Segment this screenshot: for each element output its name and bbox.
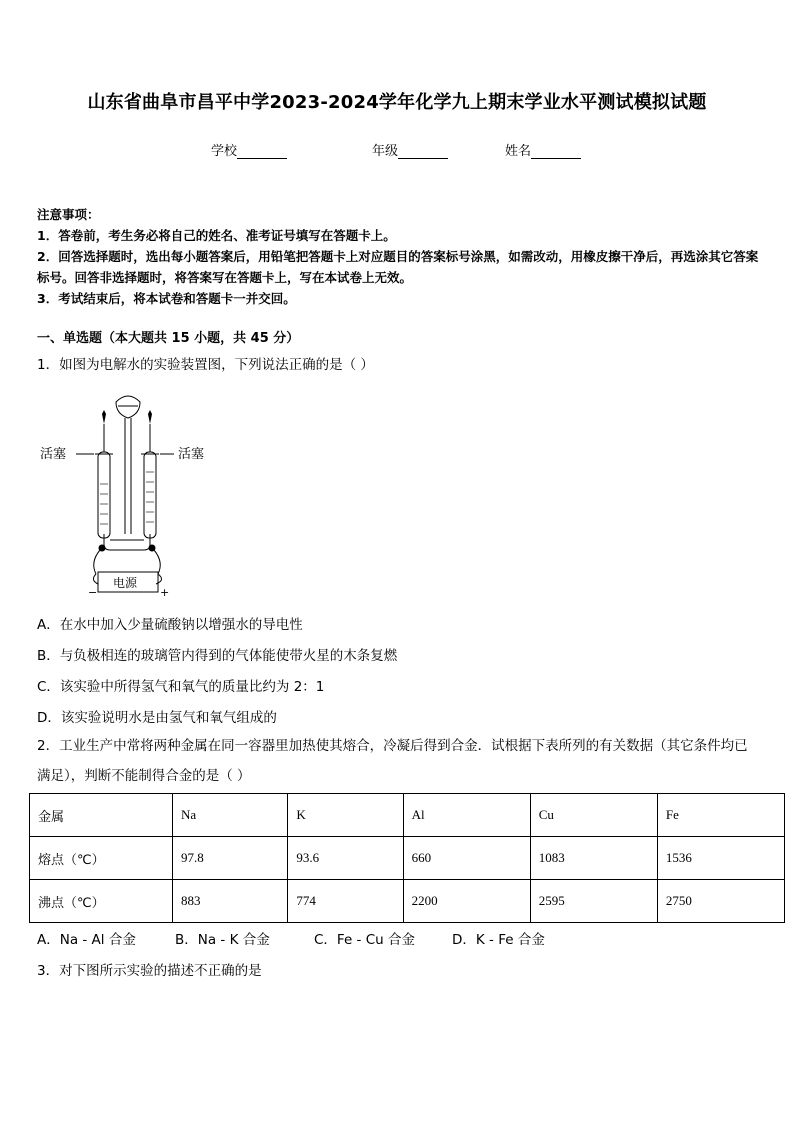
grade-field <box>372 140 448 159</box>
table-cell: Na <box>173 794 288 837</box>
name-blank <box>531 145 581 159</box>
question-2-option-d: D．K - Fe 合金 <box>452 932 545 948</box>
table-cell: 660 <box>403 837 530 880</box>
table-cell: Fe <box>657 794 784 837</box>
notice-item: 2．回答选择题时，选出每小题答案后，用铅笔把答题卡上对应题目的答案标号涂黑，如需改动，用橡皮擦干净后，再选涂其它答案标号。回答非选择题时，将答案写在答题卡上，写在本试卷上无效。 <box>37 249 759 285</box>
table-cell: 97.8 <box>173 837 288 880</box>
table-cell: 93.6 <box>288 837 403 880</box>
section-title: 一、单选题（本大题共 15 小题，共 45 分） <box>37 331 300 346</box>
table-cell: 2595 <box>530 880 657 923</box>
school-field <box>211 140 287 159</box>
table-header-row <box>30 794 785 837</box>
right-tube-shape <box>144 452 156 538</box>
notice-block <box>37 204 761 309</box>
funnel-shape <box>116 396 140 418</box>
left-electrode <box>99 545 106 552</box>
question-3-stem: 3．对下图所示实验的描述不正确的是 <box>37 963 262 979</box>
power-label: 电源 <box>113 576 138 590</box>
negative-terminal-label: − <box>88 586 98 599</box>
table-cell: 1083 <box>530 837 657 880</box>
school-blank <box>237 145 287 159</box>
left-stopcock-label: 活塞 <box>40 447 67 462</box>
table-cell: 金属 <box>30 794 173 837</box>
question-2-options <box>37 928 545 948</box>
right-stopcock-label: 活塞 <box>178 447 205 462</box>
question-1-option-d: D．该实验说明水是由氢气和氧气组成的 <box>37 710 277 726</box>
page-title: 山东省曲阜市昌平中学2023-2024学年化学九上期末学业水平测试模拟试题 <box>87 92 707 113</box>
question-1-stem: 1．如图为电解水的实验装置图，下列说法正确的是（ ） <box>37 357 374 373</box>
question-2-option-b: B．Na - K 合金 <box>175 932 270 948</box>
notice-item: 1．答卷前，考生务必将自己的姓名、准考证号填写在答题卡上。 <box>37 228 396 243</box>
table-cell: Al <box>403 794 530 837</box>
question-1-option-b: B．与负极相连的玻璃管内得到的气体能使带火星的木条复燃 <box>37 648 398 664</box>
left-tube-shape <box>98 452 110 538</box>
grade-blank <box>398 145 448 159</box>
question-1-option-c: C．该实验中所得氢气和氧气的质量比约为 2：1 <box>37 679 325 695</box>
table-cell: 熔点（℃） <box>30 837 173 880</box>
table-cell: 2750 <box>657 880 784 923</box>
question-1-option-a: A．在水中加入少量硫酸钠以增强水的导电性 <box>37 617 303 633</box>
table-row <box>30 837 785 880</box>
table-cell: 2200 <box>403 880 530 923</box>
question-2-stem: 2．工业生产中常将两种金属在同一容器里加热使其熔合，冷凝后得到合金．试根据下表所列的有关数据（其它条件均已满足），判断不能制得合金的是（ ） <box>37 738 748 784</box>
right-electrode <box>149 545 156 552</box>
table-cell: 774 <box>288 880 403 923</box>
table-row <box>30 880 785 923</box>
notice-item: 3．考试结束后，将本试卷和答题卡一并交回。 <box>37 291 296 306</box>
grade-label: 年级 <box>372 144 399 159</box>
table-cell: 1536 <box>657 837 784 880</box>
table-cell: 883 <box>173 880 288 923</box>
table-cell: 沸点（℃） <box>30 880 173 923</box>
metal-properties-table <box>29 793 785 923</box>
school-label: 学校 <box>211 144 238 159</box>
name-field <box>505 140 581 159</box>
table-cell: Cu <box>530 794 657 837</box>
question-2-option-a: A．Na - Al 合金 <box>37 932 136 948</box>
question-2-option-c: C．Fe - Cu 合金 <box>314 932 415 948</box>
positive-terminal-label: + <box>160 586 170 599</box>
notice-heading: 注意事项： <box>37 207 100 222</box>
table-cell: K <box>288 794 403 837</box>
electrolysis-apparatus-diagram <box>38 384 218 600</box>
name-label: 姓名 <box>505 144 532 159</box>
